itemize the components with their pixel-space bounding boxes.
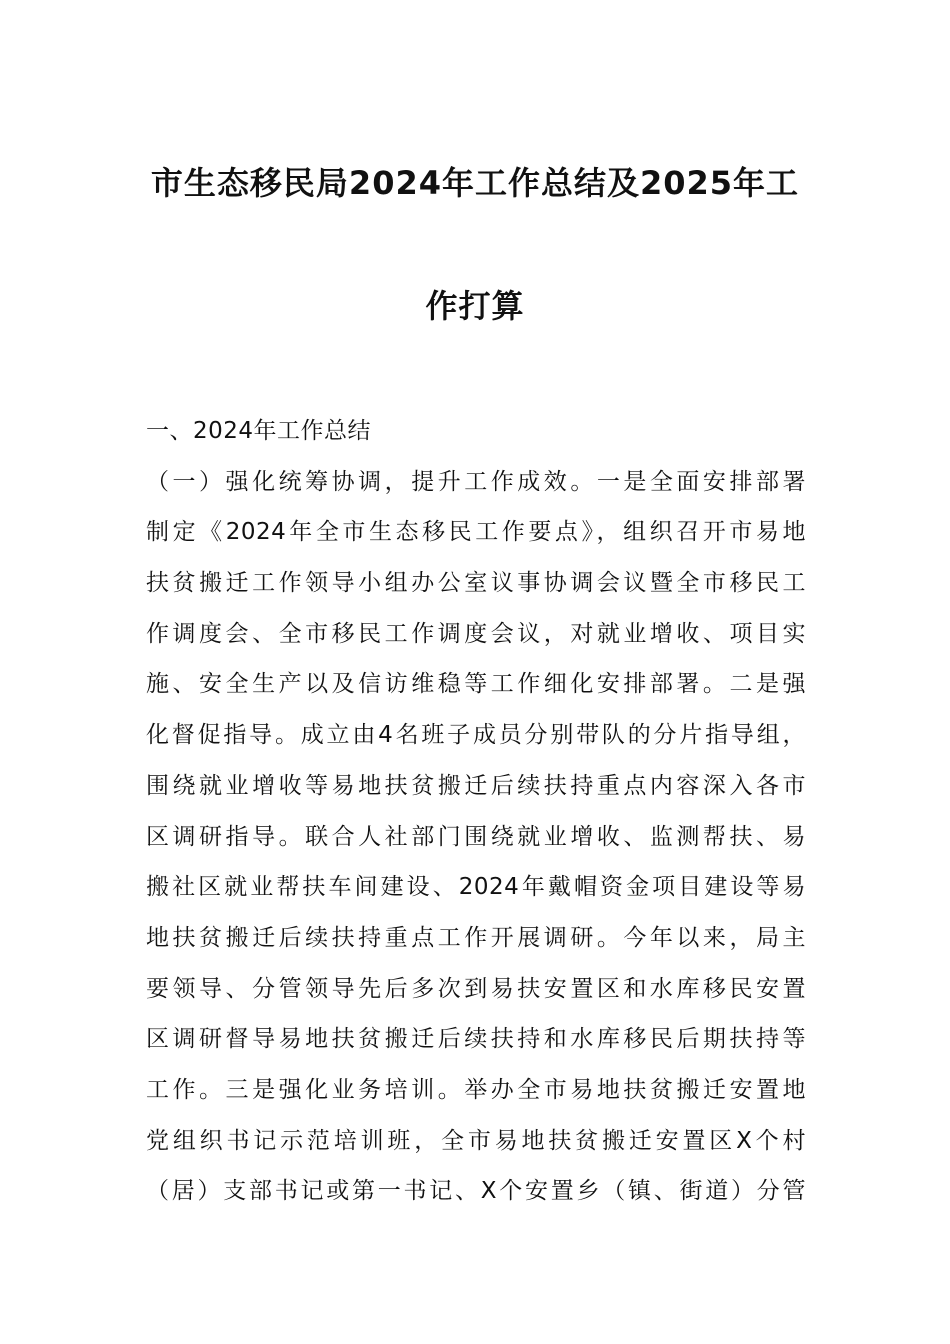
body-line: 制定《2024年全市生态移民工作要点》，组织召开市易地 (146, 519, 806, 546)
body-line: 地扶贫搬迁后续扶持重点工作开展调研。今年以来，局主 (146, 924, 806, 951)
document-title-line-1: 市生态移民局2024年工作总结及2025年工 (150, 164, 800, 202)
body-line: 工作。三是强化业务培训。举办全市易地扶贫搬迁安置地 (146, 1076, 806, 1103)
body-line: 围绕就业增收等易地扶贫搬迁后续扶持重点内容深入各市 (146, 772, 806, 799)
document-title-line-2: 作打算 (425, 287, 525, 325)
body-line: （一）强化统筹协调，提升工作成效。一是全面安排部署 (146, 468, 806, 495)
body-line: 扶贫搬迁工作领导小组办公室议事协调会议暨全市移民工 (146, 570, 806, 597)
body-line: 要领导、分管领导先后多次到易扶安置区和水库移民安置 (146, 975, 806, 1002)
body-line: 区调研指导。联合人社部门围绕就业增收、监测帮扶、易 (146, 823, 806, 850)
body-line: 搬社区就业帮扶车间建设、2024年戴帽资金项目建设等易 (146, 874, 806, 901)
body-line: 化督促指导。成立由4名班子成员分别带队的分片指导组， (146, 722, 806, 749)
section-heading: 一、2024年工作总结 (146, 418, 372, 444)
body-line: 作调度会、全市移民工作调度会议，对就业增收、项目实 (146, 620, 806, 647)
body-line: 施、安全生产以及信访维稳等工作细化安排部署。二是强 (146, 671, 806, 698)
body-line: 区调研督导易地扶贫搬迁后续扶持和水库移民后期扶持等 (146, 1026, 806, 1053)
body-line: （居）支部书记或第一书记、X个安置乡（镇、街道）分管 (146, 1178, 806, 1205)
body-line: 党组织书记示范培训班，全市易地扶贫搬迁安置区X个村 (146, 1127, 806, 1154)
document-body (146, 416, 806, 1227)
